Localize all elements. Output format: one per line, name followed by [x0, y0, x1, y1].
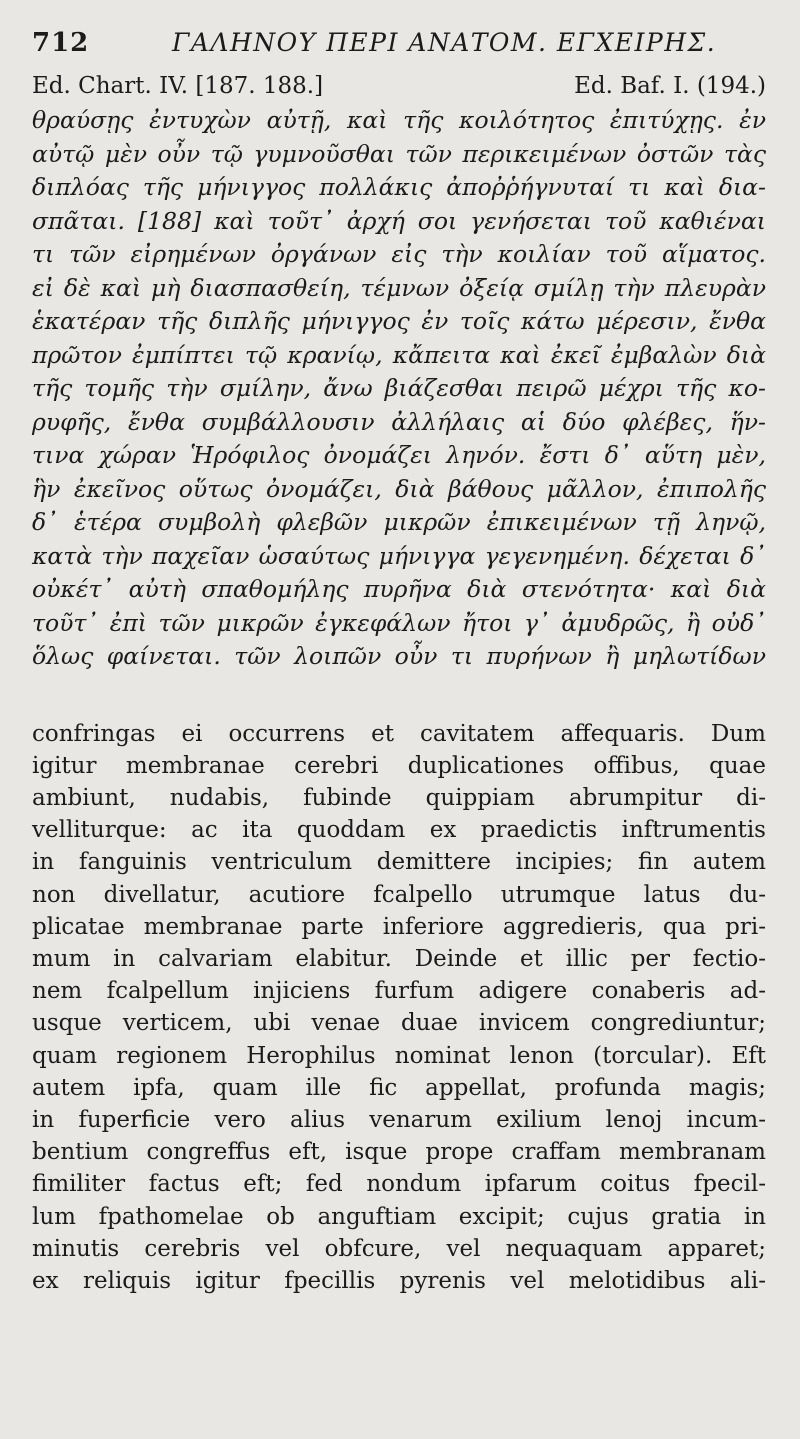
latin-text-line: in fanguinis ventriculum demittere incipies; fin autem — [32, 849, 766, 876]
greek-text-line: τῆς τομῆς τὴν σμίλην, ἄνω βιάζεσθαι πειρῶ μέχρι τῆς κο- — [32, 374, 766, 402]
running-title: ΓΑΛΗΝΟΥ ΠΕΡΙ ΑΝΑΤΟΜ. ΕΓΧΕΙΡΗΣ. — [172, 28, 717, 57]
greek-text-line: τινα χώραν Ἡρόφιλος ὀνομάζει ληνόν. ἔστι δ᾽ αὕτη μὲν, — [32, 441, 766, 469]
latin-text-line: minutis cerebris vel obfcure, vel nequaquam apparet; — [32, 1235, 766, 1262]
latin-text-line: fimiliter factus eft; fed nondum ipfarum coitus fpecil- — [32, 1171, 766, 1198]
greek-text-line: ἑκατέραν τῆς διπλῆς μήνιγγος ἐν τοῖς κάτω μέρεσιν, ἔνθα — [32, 307, 766, 335]
greek-text-line: κατὰ τὴν παχεῖαν ὡσαύτως μήνιγγα γεγενημένη. δέχεται δ᾽ — [32, 541, 766, 570]
greek-text-line: ὅλως φαίνεται. τῶν λοιπῶν οὖν τι πυρήνων ἢ μηλωτίδων — [32, 642, 766, 670]
latin-text-line: plicatae membranae parte inferiore aggredieris, qua pri- — [32, 913, 766, 940]
edition-reference-line — [32, 68, 766, 104]
greek-text-line: ρυφῆς, ἔνθα συμβάλλουσιν ἀλλήλαις αἱ δύο φλέβες, ἥν- — [32, 407, 766, 436]
greek-text-block — [32, 104, 766, 674]
latin-text-line: mum in calvariam elabitur. Deinde et illic per fectio- — [32, 945, 766, 972]
latin-text-line: in fuperficie vero alius venarum exilium lenoj incum- — [32, 1106, 766, 1133]
edition-chart-reference: Ed. Chart. IV. [187. 188.] — [32, 73, 324, 99]
latin-text-line: velliturque: ac ita quoddam ex praedictis inftrumentis — [32, 817, 766, 844]
latin-text-line: ex reliquis igitur fpecillis pyrenis vel melotidibus ali- — [32, 1267, 766, 1294]
latin-text-line: nem fcalpellum injiciens furfum adigere conaberis ad- — [32, 978, 766, 1005]
latin-text-block — [32, 718, 766, 1298]
latin-text-line: confringas ei occurrens et cavitatem affequaris. Dum — [32, 720, 766, 747]
greek-text-line: σπᾶται. [188] καὶ τοῦτ᾽ ἀρχή σοι γενήσεται τοῦ καθιέναι — [32, 206, 766, 235]
page-number: 712 — [32, 28, 90, 58]
latin-text-line: usque verticem, ubi venae duae invicem congrediuntur; — [32, 1010, 766, 1037]
edition-basel-reference: Ed. Baf. I. (194.) — [574, 73, 766, 99]
greek-text-line: δ᾽ ἑτέρα συμβολὴ φλεβῶν μικρῶν ἐπικειμένων τῇ ληνῷ, — [32, 508, 766, 536]
latin-text-line: non divellatur, acutiore fcalpello utrumque latus du- — [32, 881, 766, 908]
latin-text-line: ambiunt, nudabis, fubinde quippiam abrumpitur di- — [32, 784, 766, 811]
greek-text-line: διπλόας τῆς μήνιγγος πολλάκις ἀποῤῥήγνυταί τι καὶ δια- — [32, 173, 766, 201]
latin-text-line: autem ipfa, quam ille fic appellat, profunda magis; — [32, 1074, 766, 1101]
greek-text-line: πρῶτον ἐμπίπτει τῷ κρανίῳ, κἄπειτα καὶ ἐκεῖ ἐμβαλὼν διὰ — [32, 340, 766, 369]
latin-text-line: quam regionem Herophilus nominat lenon (torcular). Eft — [32, 1042, 766, 1069]
greek-text-line: αὐτῷ μὲν οὖν τῷ γυμνοῦσθαι τῶν περικειμένων ὀστῶν τὰς — [32, 139, 766, 168]
latin-text-line: igitur membranae cerebri duplicationes offibus, quae — [32, 752, 766, 779]
greek-text-line: θραύσῃς ἐντυχὼν αὐτῇ, καὶ τῆς κοιλότητος ἐπιτύχῃς. ἐν — [32, 106, 766, 134]
latin-text-line: lum fpathomelae ob anguftiam excipit; cujus gratia in — [32, 1203, 766, 1230]
latin-text-line: bentium congreffus eft, isque prope craffam membranam — [32, 1139, 766, 1166]
column-gap — [32, 674, 766, 718]
greek-text-line: εἰ δὲ καὶ μὴ διασπασθείη, τέμνων ὀξείᾳ σμίλῃ τὴν πλευρὰν — [32, 273, 766, 302]
greek-text-line: τι τῶν εἰρημένων ὀργάνων εἰς τὴν κοιλίαν τοῦ αἵματος. — [32, 240, 766, 268]
running-head — [32, 28, 766, 68]
greek-text-line: οὐκέτ᾽ αὐτὴ σπαθομήλης πυρῆνα διὰ στενότητα· καὶ διὰ — [32, 575, 766, 603]
greek-text-line: ἣν ἐκεῖνος οὕτως ὀνομάζει, διὰ βάθους μᾶλλον, ἐπιπολῆς — [32, 474, 766, 503]
greek-text-line: τοῦτ᾽ ἐπὶ τῶν μικρῶν ἐγκεφάλων ἤτοι γ᾽ ἀμυδρῶς, ἢ οὐδ᾽ — [32, 608, 766, 637]
